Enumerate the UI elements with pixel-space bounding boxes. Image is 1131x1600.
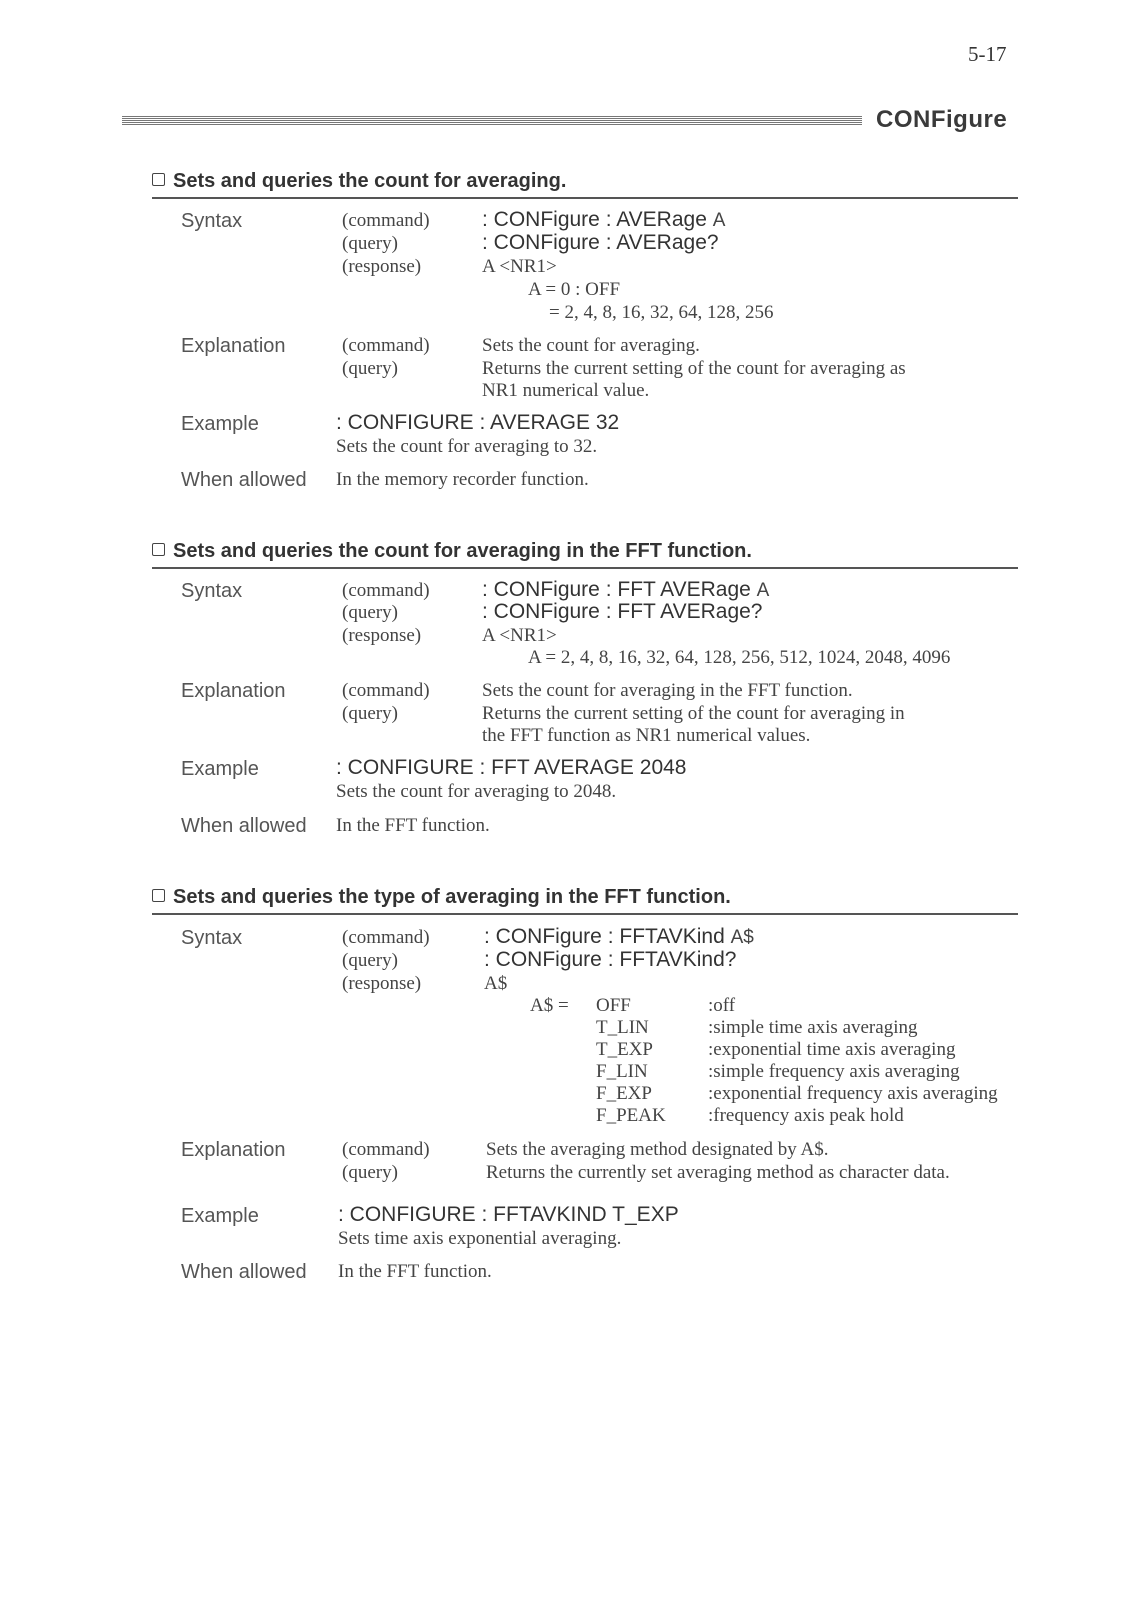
section-heading-text: Sets and queries the count for averaging. bbox=[173, 170, 567, 192]
when-allowed-text: In the memory recorder function. bbox=[336, 469, 589, 490]
syntax-query: : CONFigure : FFT AVERage? bbox=[482, 600, 763, 623]
explanation-command-text: Sets the count for averaging. bbox=[482, 335, 700, 356]
response-mode: (response) bbox=[342, 256, 422, 277]
example-command: : CONFIGURE : FFT AVERAGE 2048 bbox=[336, 756, 687, 779]
command-mode: (command) bbox=[342, 680, 430, 701]
checkbox-icon bbox=[152, 889, 165, 902]
explanation-label: Explanation bbox=[181, 1139, 286, 1161]
section-rule bbox=[152, 197, 1018, 199]
syntax-response: A$ bbox=[484, 973, 508, 994]
option-description: :simple time axis averaging bbox=[708, 1017, 918, 1038]
query-mode: (query) bbox=[342, 703, 398, 724]
option-value: F_PEAK bbox=[596, 1105, 666, 1126]
explanation-query-text: Returns the currently set averaging method as character data. bbox=[486, 1162, 950, 1183]
section-heading-text: Sets and queries the count for averaging in the FFT function. bbox=[173, 540, 752, 562]
syntax-query: : CONFigure : AVERage? bbox=[482, 231, 719, 254]
syntax-label: Syntax bbox=[181, 210, 243, 232]
page-number: 5-17 bbox=[968, 42, 1007, 66]
section-heading bbox=[152, 170, 566, 193]
query-mode: (query) bbox=[342, 1162, 398, 1183]
option-value: OFF bbox=[596, 995, 631, 1016]
explanation-label: Explanation bbox=[181, 335, 286, 357]
option-description: :exponential time axis averaging bbox=[708, 1039, 956, 1060]
checkbox-icon bbox=[152, 543, 165, 556]
option-description: :off bbox=[708, 995, 736, 1016]
command-mode: (command) bbox=[342, 927, 430, 948]
explanation-query-text: NR1 numerical value. bbox=[482, 380, 650, 401]
example-label: Example bbox=[181, 758, 259, 780]
option-value: T_EXP bbox=[596, 1039, 653, 1060]
checkbox-icon bbox=[152, 173, 165, 186]
syntax-query: : CONFigure : FFTAVKind? bbox=[484, 948, 737, 971]
header-rule bbox=[122, 116, 862, 125]
option-description: :simple frequency axis averaging bbox=[708, 1061, 960, 1082]
example-description: Sets time axis exponential averaging. bbox=[338, 1228, 622, 1249]
response-mode: (response) bbox=[342, 625, 422, 646]
syntax-response: A <NR1> bbox=[482, 625, 557, 646]
option-value: F_LIN bbox=[596, 1061, 648, 1082]
command-mode: (command) bbox=[342, 580, 430, 601]
syntax-command-param: A bbox=[712, 210, 726, 231]
response-mode: (response) bbox=[342, 973, 422, 994]
example-description: Sets the count for averaging to 2048. bbox=[336, 781, 617, 802]
example-command: : CONFIGURE : AVERAGE 32 bbox=[336, 411, 620, 434]
syntax-command: : CONFigure : FFT AVERage A bbox=[482, 578, 770, 601]
syntax-label: Syntax bbox=[181, 580, 243, 602]
explanation-query-text: Returns the current setting of the count for averaging as bbox=[482, 358, 906, 379]
query-mode: (query) bbox=[342, 602, 398, 623]
explanation-command-text: Sets the count for averaging in the FFT function. bbox=[482, 680, 853, 701]
example-label: Example bbox=[181, 1205, 259, 1227]
when-allowed-text: In the FFT function. bbox=[336, 815, 490, 836]
query-mode: (query) bbox=[342, 950, 398, 971]
section-rule bbox=[152, 567, 1018, 569]
option-description: :exponential frequency axis averaging bbox=[708, 1083, 998, 1104]
syntax-label: Syntax bbox=[181, 927, 243, 949]
header-title: CONFigure bbox=[876, 106, 1008, 133]
section-rule bbox=[152, 913, 1018, 915]
explanation-label: Explanation bbox=[181, 680, 286, 702]
example-label: Example bbox=[181, 413, 259, 435]
syntax-command-param: A$ bbox=[730, 927, 754, 948]
command-mode: (command) bbox=[342, 335, 430, 356]
section-heading bbox=[152, 886, 731, 909]
when-allowed-text: In the FFT function. bbox=[338, 1261, 492, 1282]
when-allowed-label: When allowed bbox=[181, 815, 307, 837]
explanation-command-text: Sets the averaging method designated by A$. bbox=[486, 1139, 829, 1160]
syntax-response: A <NR1> bbox=[482, 256, 557, 277]
option-value: F_EXP bbox=[596, 1083, 652, 1104]
explanation-query-text: Returns the current setting of the count for averaging in bbox=[482, 703, 905, 724]
options-equals: A$ = bbox=[530, 995, 569, 1016]
query-mode: (query) bbox=[342, 358, 398, 379]
syntax-value: = 2, 4, 8, 16, 32, 64, 128, 256 bbox=[549, 302, 774, 323]
when-allowed-label: When allowed bbox=[181, 1261, 307, 1283]
syntax-value: A = 2, 4, 8, 16, 32, 64, 128, 256, 512, 1024, 2048, 4096 bbox=[528, 647, 951, 668]
example-command: : CONFIGURE : FFTAVKIND T_EXP bbox=[338, 1203, 679, 1226]
section-heading-text: Sets and queries the type of averaging in the FFT function. bbox=[173, 886, 731, 908]
explanation-query-text: the FFT function as NR1 numerical values. bbox=[482, 725, 811, 746]
command-mode: (command) bbox=[342, 210, 430, 231]
option-description: :frequency axis peak hold bbox=[708, 1105, 904, 1126]
syntax-value: A = 0 : OFF bbox=[528, 279, 621, 300]
example-description: Sets the count for averaging to 32. bbox=[336, 436, 598, 457]
when-allowed-label: When allowed bbox=[181, 469, 307, 491]
section-heading bbox=[152, 540, 752, 563]
command-mode: (command) bbox=[342, 1139, 430, 1160]
syntax-command-param: A bbox=[756, 580, 770, 601]
syntax-command: : CONFigure : FFTAVKind A$ bbox=[484, 925, 754, 948]
syntax-command: : CONFigure : AVERage A bbox=[482, 208, 726, 231]
query-mode: (query) bbox=[342, 233, 398, 254]
option-value: T_LIN bbox=[596, 1017, 649, 1038]
